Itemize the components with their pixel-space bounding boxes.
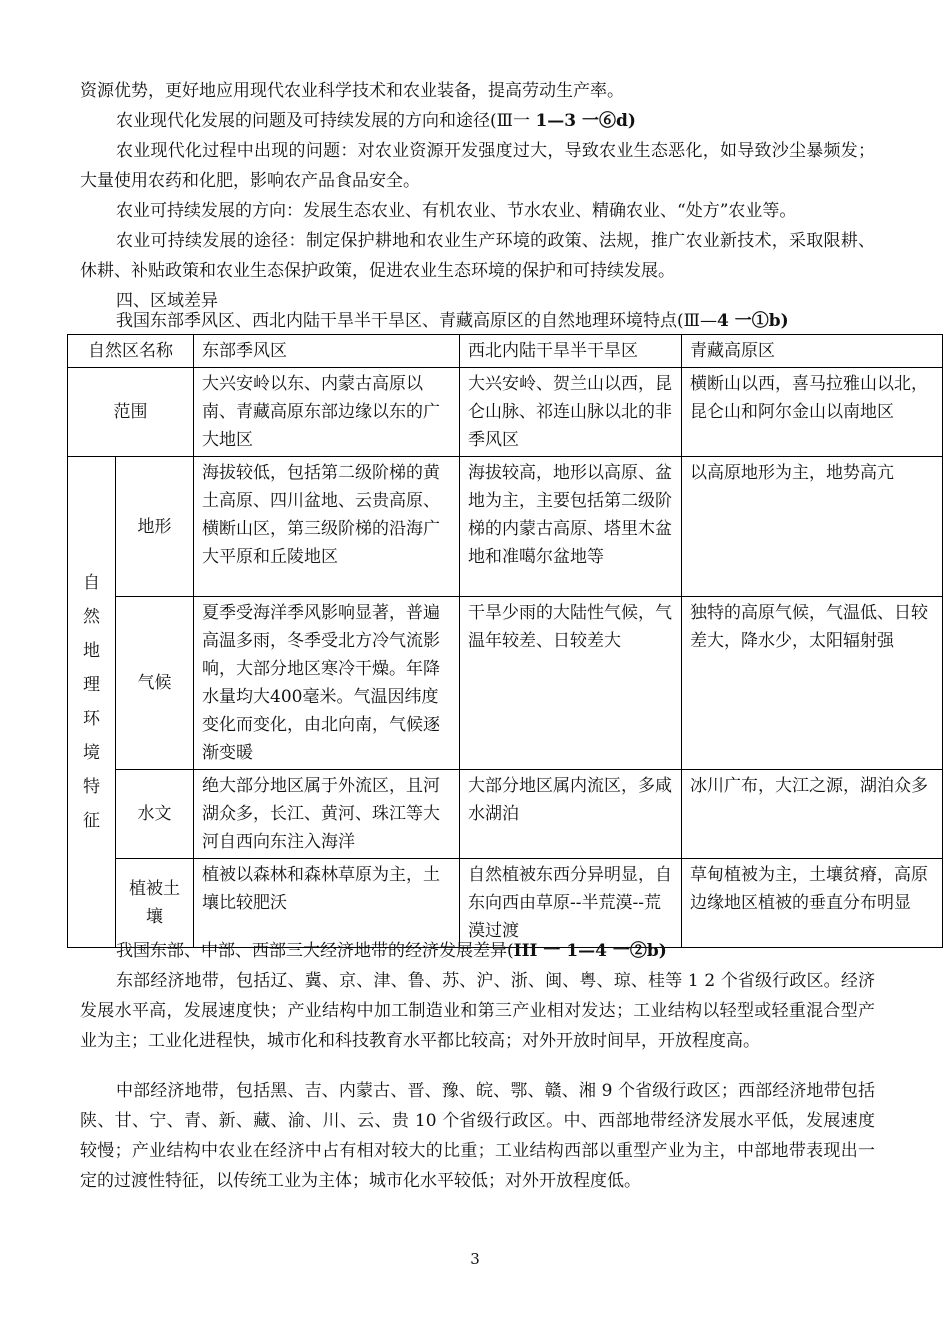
paragraph-approach: 农业可持续发展的途径：制定保护耕地和农业生产环境的政策、法规，推广农业新技术，采取限耕、休耕、补贴政策和农业生态保护政策，促进农业生态环境的保护和可持续发展。 [80,231,875,281]
heading-natural-regions [80,306,875,336]
row-label: 地形 [116,457,194,597]
table-row-climate [68,597,943,770]
paragraph-continued: 资源优势，更好地应用现代农业科学技术和农业装备，提高劳动生产率。 [80,81,624,101]
table-row-terrain [68,457,943,597]
paragraph-direction: 农业可持续发展的方向：发展生态农业、有机农业、节水农业、精确农业、“处方”农业等。 [116,201,797,221]
table-cell: 海拔较高，地形以高原、盆地为主，主要包括第二级阶梯的内蒙古高原、塔里木盆地和准噶尔盆地等 [460,457,682,597]
table-cell: 大部分地区属内流区，多咸水湖泊 [460,770,682,859]
header-cell: 自然区名称 [68,335,194,368]
paragraph-problems: 农业现代化过程中出现的问题：对农业资源开发强度过大，导致农业生态恶化，如导致沙尘暴频发；大量使用农药和化肥，影响农产品食品安全。 [80,141,875,191]
table-cell: 植被以森林和森林草原为主，土壤比较肥沃 [194,859,460,948]
row-label: 水文 [116,770,194,859]
table-cell: 冰川广布，大江之源，湖泊众多 [682,770,943,859]
natural-regions-table [67,334,943,948]
table-cell: 横断山以西，喜马拉雅山以北，昆仑山和阿尔金山以南地区 [682,368,943,457]
row-label: 气候 [116,597,194,770]
group-label: 自然地理环境特征 [68,457,116,948]
row-label: 植被土壤 [116,859,194,948]
table-cell: 海拔较低，包括第二级阶梯的黄土高原、四川盆地、云贵高原、横断山区，第三级阶梯的沿海广大平原和丘陵地区 [194,457,460,597]
table-row-hydrology [68,770,943,859]
table-cell: 大兴安岭以东、内蒙古高原以南、青藏高原东部边缘以东的广大地区 [194,368,460,457]
table-cell: 大兴安岭、贺兰山以西，昆仑山脉、祁连山脉以北的非季风区 [460,368,682,457]
heading-text: 我国东部季风区、西北内陆干旱半干旱区、青藏高原区的自然地理环境特点(Ⅲ— [116,311,718,331]
heading-text: 农业现代化发展的问题及可持续发展的方向和途径(Ⅲ一 [116,111,531,131]
table-cell: 独特的高原气候，气温低、日较差大，降水少，太阳辐射强 [682,597,943,770]
heading-agri-modernization [80,106,875,136]
table-cell: 以高原地形为主，地势高亢 [682,457,943,597]
section-heading: 四、区域差异 [116,291,218,311]
table-row-vegetation [68,859,943,948]
heading-code: 4 一①b) [717,311,789,331]
table-cell: 草甸植被为主，土壤贫瘠，高原边缘地区植被的垂直分布明显 [682,859,943,948]
table-row-scope [68,368,943,457]
table-cell: 自然植被东西分异明显，自东向西由草原--半荒漠--荒漠过渡 [460,859,682,948]
heading-code: III 一 1—4 一②b) [513,941,667,961]
table-cell: 绝大部分地区属于外流区，且河湖众多，长江、黄河、珠江等大河自西向东注入海洋 [194,770,460,859]
heading-economic-zones [80,936,875,966]
heading-code: 1—3 一⑥d) [535,111,636,131]
row-label: 范围 [68,368,194,457]
paragraph-central-western-zone: 中部经济地带，包括黑、吉、内蒙古、晋、豫、皖、鄂、赣、湘 9 个省级行政区；西部经济地带包括陕、甘、宁、青、新、藏、渝、川、云、贵 10 个省级行政区。中、西部地带经济发展水平低，发展速度较慢；产业结构中农业在经济中占有相对较大的比重；工业结构西部以重型产业为主，中部地带表现出一定的过渡性特征，以传统工业为主体；城市化水平较低；对外开放程度低。 [80,1081,875,1191]
header-cell: 青藏高原区 [682,335,943,368]
table-cell: 干旱少雨的大陆性气候，气温年较差、日较差大 [460,597,682,770]
header-cell: 东部季风区 [194,335,460,368]
heading-text: 我国东部、中部、西部三大经济地带的经济发展差异( [116,941,514,961]
paragraph-eastern-zone: 东部经济地带，包括辽、冀、京、津、鲁、苏、沪、浙、闽、粤、琼、桂等 1 2 个省级行政区。经济发展水平高，发展速度快；产业结构中加工制造业和第三产业相对发达；工业结构以轻型或轻重混合型产业为主；工业化进程快，城市化和科技教育水平都比较高；对外开放时间早，开放程度高。 [80,971,875,1051]
page-number: 3 [470,1250,480,1268]
header-cell: 西北内陆干旱半干旱区 [460,335,682,368]
table-cell: 夏季受海洋季风影响显著，普遍高温多雨，冬季受北方冷气流影响，大部分地区寒冷干燥。年降水量均大400毫米。气温因纬度变化而变化，由北向南，气候逐渐变暖 [194,597,460,770]
table-header-row [68,335,943,368]
